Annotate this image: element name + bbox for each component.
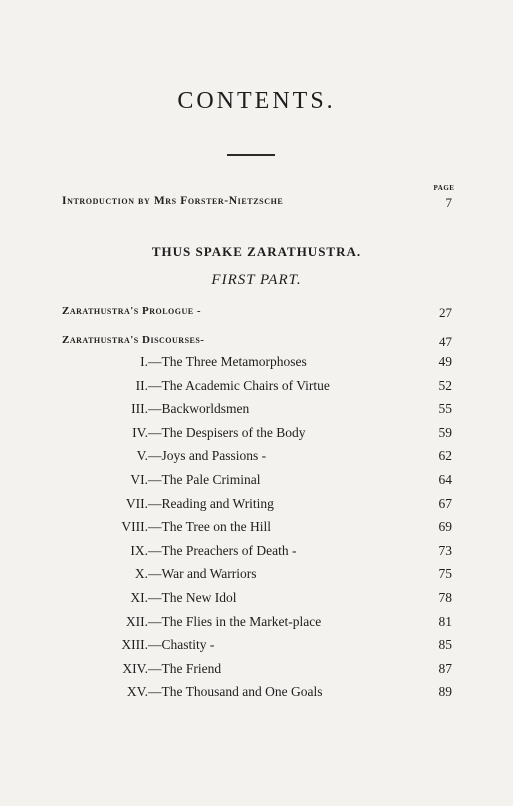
title-rule bbox=[227, 154, 275, 156]
toc-entry bbox=[0, 401, 513, 419]
toc-entry-number: V. bbox=[136, 448, 148, 464]
toc-entry bbox=[0, 448, 513, 466]
toc-entry-title: —The Thousand and One Goals bbox=[148, 684, 323, 700]
toc-entry-number: IV. bbox=[132, 424, 148, 440]
section-discourses: Zarathustra's Discourses- bbox=[62, 334, 205, 346]
toc-entry bbox=[0, 425, 513, 443]
book-title: THUS SPAKE ZARATHUSTRA. bbox=[151, 244, 362, 259]
toc-entry bbox=[0, 590, 513, 608]
toc-entry-title: —The Three Metamorphoses bbox=[148, 354, 307, 369]
toc-entry bbox=[0, 684, 513, 702]
toc-entry bbox=[0, 519, 513, 537]
toc-entry-number: III. bbox=[131, 401, 148, 417]
toc-entry-title: —War and Warriors bbox=[148, 566, 257, 582]
toc-entry-page: 75 bbox=[438, 566, 452, 582]
toc-entry bbox=[0, 496, 513, 514]
toc-entry-page: 49 bbox=[438, 354, 452, 369]
toc-entry-page: 87 bbox=[438, 660, 452, 676]
toc-entry-page: 62 bbox=[438, 448, 452, 464]
toc-entry-page: 89 bbox=[438, 684, 452, 700]
toc-entry bbox=[0, 614, 513, 632]
toc-entry bbox=[0, 566, 513, 584]
toc-entry-page: 59 bbox=[438, 424, 452, 440]
toc-entry-title: —The Preachers of Death - bbox=[148, 542, 297, 558]
section-prologue-page: 27 bbox=[439, 305, 452, 320]
toc-entry-page: 64 bbox=[438, 472, 452, 487]
toc-entry-number: X. bbox=[134, 566, 148, 582]
toc-entry-page: 78 bbox=[438, 590, 452, 605]
toc-entry-number: VII. bbox=[125, 495, 148, 511]
toc-entry-page: 73 bbox=[438, 542, 452, 558]
toc-entry-page: 52 bbox=[438, 377, 452, 393]
toc-entry-title: —The Tree on the Hill bbox=[148, 519, 271, 535]
toc-entry-title: —The Friend bbox=[148, 660, 222, 676]
toc-entry-title: —Reading and Writing bbox=[148, 495, 274, 511]
toc-entry-number: XIII. bbox=[121, 637, 148, 653]
toc-entry-page: 55 bbox=[438, 401, 452, 417]
toc-entry bbox=[0, 472, 513, 490]
part-title: FIRST PART. bbox=[211, 272, 302, 288]
toc-entry bbox=[0, 354, 513, 372]
toc-entry-number: VIII. bbox=[121, 519, 148, 535]
toc-entry-number: XV. bbox=[126, 684, 148, 700]
section-prologue: Zarathustra's Prologue - bbox=[62, 305, 202, 317]
page-column-heading: PAGE bbox=[433, 184, 455, 192]
introduction-entry: Introduction by Mrs Forster-Nietzsche bbox=[62, 195, 284, 207]
introduction-page: 7 bbox=[445, 195, 452, 210]
toc-entry-page: 67 bbox=[438, 495, 452, 511]
toc-entry-number: I. bbox=[140, 354, 148, 369]
toc-entry bbox=[0, 637, 513, 655]
toc-entry-number: XIV. bbox=[122, 660, 148, 676]
toc-entry-title: —The New Idol bbox=[148, 590, 237, 605]
page-title: CONTENTS. bbox=[177, 88, 336, 114]
toc-entry-number: II. bbox=[135, 377, 148, 393]
toc-entry bbox=[0, 661, 513, 679]
toc-entry-title: —The Despisers of the Body bbox=[148, 424, 306, 440]
toc-entry-title: —Joys and Passions - bbox=[148, 448, 267, 464]
toc-entry-number: IX. bbox=[130, 542, 148, 558]
toc-entry-page: 69 bbox=[438, 519, 452, 535]
toc-entry-page: 81 bbox=[438, 613, 452, 629]
toc-entry-number: VI. bbox=[130, 472, 148, 487]
toc-entry-title: —Backworldsmen bbox=[148, 401, 250, 417]
toc-entry-title: —The Flies in the Market-place bbox=[148, 613, 322, 629]
toc-entry-title: —The Academic Chairs of Virtue bbox=[148, 377, 330, 393]
toc-entry bbox=[0, 543, 513, 561]
toc-entry-number: XII. bbox=[125, 613, 148, 629]
toc-entry bbox=[0, 378, 513, 396]
toc-entry-title: —Chastity - bbox=[148, 637, 215, 653]
section-discourses-page: 47 bbox=[439, 334, 452, 349]
toc-entry-title: —The Pale Criminal bbox=[148, 472, 261, 487]
toc-entry-page: 85 bbox=[438, 637, 452, 653]
toc-entry-number: XI. bbox=[130, 590, 148, 605]
